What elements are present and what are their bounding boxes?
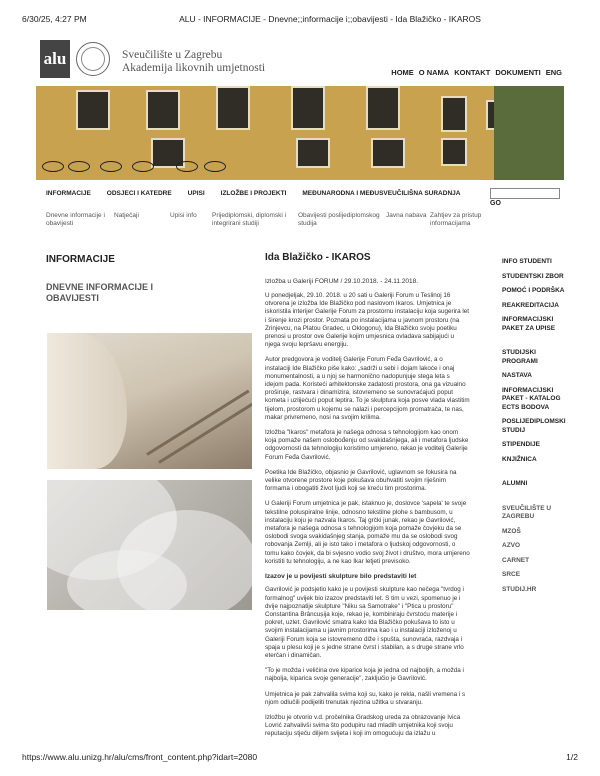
top-nav — [391, 68, 562, 77]
print-url: https://www.alu.unizg.hr/alu/cms/front_content.php?idart=2080 — [22, 752, 258, 762]
print-timestamp: 6/30/25, 4:27 PM — [22, 14, 87, 24]
print-footer — [22, 752, 578, 762]
sidebar-item-reakreditacija[interactable]: REAKREDITACIJA — [502, 301, 559, 309]
sidebar-item-studentski-zbor[interactable]: STUDENTSKI ZBOR — [502, 272, 564, 280]
sub-nav-natjecaji[interactable]: Natječaji — [114, 212, 139, 219]
sidebar-item-studijski-programi[interactable]: STUDIJSKI PROGRAMI — [502, 349, 538, 365]
main-nav — [46, 190, 460, 197]
top-nav-home[interactable]: HOME — [391, 68, 414, 77]
sub-nav-dnevne[interactable]: Dnevne informacije i obavijesti — [46, 212, 105, 227]
university-seal-icon — [76, 42, 110, 76]
article-body — [265, 292, 470, 746]
top-nav-dokumenti[interactable]: DOKUMENTI — [495, 68, 541, 77]
article-paragraph: Gavrilović je podsjetio kako je u povijesti skulpture kao nečega "tvrdog i formalnog" uvijek bio izazov predstaviti let. S tim u vezi, spomenuo je i dvije najpoznatije skulpture "Niku sa Samotrake" i "Ptica u prostoru" Constantina Brâncușija koje, rekao je, kombiniraju čvrstoću materije i pokret, uzlet. Gavrilović smatra kako Ida Blažičko pokušava to isto u svojim instalacijama u javnim prostorima kao i u instalaciji izloženoj u Galeriji Forum koja se istovremeno diže i spušta, sunovraća, razdvaja i spaja u plesu koji je s jedne strane čvrst i stabilan, a s druge strane vrlo eterčan i dinamičan. — [265, 586, 464, 659]
article-paragraph: U Galeriji Forum umjetnica je pak, istaknuo je, doslovce 'sapela' te svoje tekstilne poluspiralne linije, odnosno tekstilne plohe s bambusom, u instalaciju koju je nazvala Ikaros. Taj grčki junak, rekao je Gavrilović, metafora je našega odnosa s tehnologijom koja pomaže čovjeku da se oslobodi svoga svakidašnjeg stanja, pomaže mu da se oslobodi svog robovanja Zemlji, ali je isto tako i metafora o ljudskoj odgovornosti, o tomu kako čovjek, da bi svjesno vodio svoj život i društvo, mora umjereno koristiti tu tehnologiju, a ne kao Ikar letjeti previsoko. — [265, 500, 470, 565]
sub-nav-zahtjev[interactable]: Zahtjev za pristup informacijama — [430, 212, 482, 227]
hero-building-image — [36, 86, 564, 180]
main-nav-izlozbe[interactable]: IZLOŽBE I PROJEKTI — [220, 190, 287, 197]
sidebar-item-stipendije[interactable]: STIPENDIJE — [502, 441, 540, 448]
university-line1: Sveučilište u Zagrebu — [122, 49, 223, 61]
sidebar-item-nastava[interactable]: NASTAVA — [502, 372, 532, 379]
university-name[interactable] — [122, 49, 265, 75]
article-title: Ida Blažičko - IKAROS — [265, 252, 371, 263]
main-nav-medunarodna[interactable]: MEĐUNARODNA I MEĐUSVEUČILIŠNA SURADNJA — [302, 190, 461, 197]
article-paragraph: Izložba "Ikaros" metafora je našega odnosa s tehnologijom kao onom koja pomaže našem oslobođenju od svakidašnjega, ali i metafora ljudske odgovornosti da tehnologiju koristimo umjereno, rekao je voditelj Galerije Forum Feđa Gavrilović. — [265, 429, 469, 461]
sidebar-item-knjiznica[interactable]: KNJIŽNICA — [502, 455, 537, 463]
sidebar-link-carnet[interactable]: CARNET — [502, 556, 530, 564]
sub-nav — [46, 212, 486, 228]
article-paragraph: Poetika Ide Blažičko, objasnio je Gavrilović, uglavnom se fokusira na velike otvorene prostore koje pokušava obuhvatiti svojim riješnim formama i obogatiti život ljudi koji se kreću tim prostorima. — [265, 468, 457, 493]
section-subtitle: DNEVNE INFORMACIJE I OBAVIJESTI — [46, 282, 154, 303]
exhibition-photo-2 — [47, 480, 252, 610]
article-paragraph: Izložbu je otvorio v.d. pročelnika Gradskog ureda za obrazovanje Ivica Lovrić zahvalivši svima što podupiru rad mladih umjetnika koji svoju reputaciju stječu diljem svijeta i koji im omogućuju da izlažu u — [265, 713, 461, 738]
sidebar-link-sveuciliste[interactable]: SVEUČILIŠTE U ZAGREBU — [502, 504, 552, 520]
search-go-button[interactable]: GO — [490, 200, 501, 207]
exhibition-photo-1 — [47, 333, 252, 469]
alu-logo[interactable]: alu — [40, 40, 70, 78]
article-paragraph: Autor predgovora je voditelj Galerije Forum Feđa Gavrilović, a o instalaciji Ide Blažičko piše kako: „sadrži u sebi i dojam lakoće i onaj monumentalnosti, a u njoj se harmonično nadopunjuje stega leta s idejom pada. Koristeći arhitektonske zadatosti prostora, ona ga vizualno proširuje, rastvara i dinamizira, istovremeno se sunovraćajući poput kometa i uzlijećući poput leptira. To je skulptura koja posve vlada vlastitim tijelom, prostorom u kojemu se nalazi i percepcijom promatrača, te nas, makar privremeno, nosi na svojim krilima. — [265, 356, 470, 421]
sub-nav-poslijediplomski[interactable]: Obavijesti poslijediplomskog studija — [298, 212, 380, 227]
sidebar-link-mzos[interactable]: MZOŠ — [502, 527, 521, 535]
print-header — [22, 14, 578, 26]
sub-nav-studiji[interactable]: Prijediplomski, diplomski i integrirani studiji — [212, 212, 287, 227]
sub-nav-upisi-info[interactable]: Upisi info — [170, 212, 197, 219]
article-subheading: Izazov je u povijesti skulpture bilo predstaviti let — [265, 573, 417, 581]
sidebar-link-azvo[interactable]: AZVO — [502, 542, 521, 549]
sidebar-item-pomoc[interactable]: POMOĆ I PODRŠKA — [502, 287, 565, 294]
main-nav-upisi[interactable]: UPISI — [187, 190, 205, 197]
sidebar-item-katalog-ects[interactable]: INFORMACIJSKI PAKET - KATALOG ECTS BODOVA — [502, 386, 561, 411]
search-input[interactable] — [490, 188, 560, 199]
top-nav-eng[interactable]: ENG — [545, 68, 562, 77]
sidebar — [502, 258, 572, 600]
sidebar-link-studij-hr[interactable]: STUDIJ.HR — [502, 585, 537, 593]
article-paragraph: Umjetnica je pak zahvalila svima koji su, kako je rekla, našli vremena i s njom odlučili podijeliti trenutak njezina užitka u stvaranju. — [265, 690, 466, 706]
top-nav-o-nama[interactable]: O NAMA — [418, 68, 450, 77]
article-paragraph: U ponedjeljak, 29.10. 2018. u 20 sati u Galeriji Forum u Teslinoj 16 otvorena je izložba Ide Blažičko pod naslovom Ikaros. Umjetnica je iskoristila interijer Galerije Forum za prostornu instalaciju koja sugerira let i širenje krozi prostor. Poznata po instalacijama u javnom prostoru (na Zrinjevcu, na Platou Gradec, u Oklogonu), Ida Blažičko svoju poetiku prenosi u prostor ove Galerije kojim umjesnica ovladava sabijajući u njega svoju lepršavu energiju. — [265, 292, 470, 349]
university-line2: Akademija likovnih umjetnosti — [122, 62, 266, 74]
main-nav-informacije[interactable]: INFORMACIJE — [46, 190, 91, 197]
article-paragraph: "To je možda i veličina ove kiparice koja je jedna od najboljih, a možda i najbolja, kiparica svoje generacije", zaključio je Gavrilović. — [265, 667, 464, 683]
sidebar-link-srce[interactable]: SRCE — [502, 571, 521, 578]
sidebar-item-info-studenti[interactable]: INFO STUDENTI — [502, 258, 552, 265]
sub-nav-javna-nabava[interactable]: Javna nabava — [386, 212, 427, 219]
print-page-title: ALU - INFORMACIJE - Dnevne;;informacije i;;obavijesti - Ida Blažičko - IKAROS — [179, 14, 481, 24]
article-meta: Izložba u Galeriji FORUM / 29.10.2018. - 24.11.2018. — [265, 278, 419, 285]
print-page-number: 1/2 — [566, 752, 578, 762]
sidebar-item-poslijediplomski[interactable]: POSLIJEDIPLOMSKI STUDIJ — [502, 418, 566, 434]
section-title: INFORMACIJE — [46, 254, 115, 265]
top-nav-kontakt[interactable]: KONTAKT — [454, 68, 491, 77]
sidebar-item-alumni[interactable]: ALUMNI — [502, 480, 528, 487]
sidebar-item-info-paket-upisi[interactable]: INFORMACIJSKI PAKET ZA UPISE — [502, 316, 556, 332]
main-nav-odsjeci[interactable]: ODSJECI I KATEDRE — [106, 190, 172, 197]
